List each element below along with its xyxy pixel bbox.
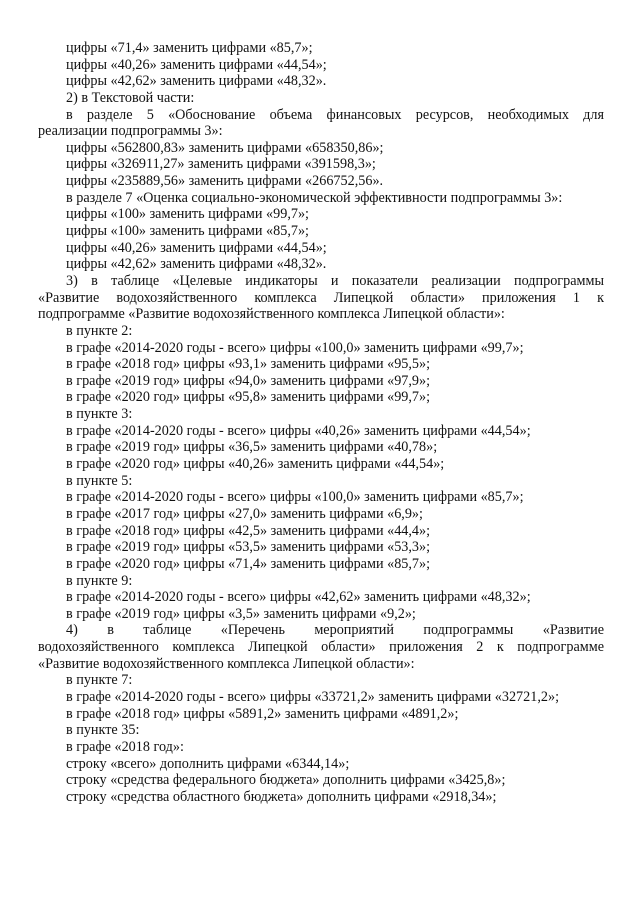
text-line: в разделе 5 «Обоснование объема финансовых ресурсов, необходимых для — [66, 106, 604, 123]
text-line: цифры «40,26» заменить цифрами «44,54»; — [66, 239, 327, 256]
text-line: в графе «2019 год» цифры «3,5» заменить цифрами «9,2»; — [66, 605, 416, 622]
text-line: реализации подпрограммы 3»: — [38, 123, 223, 140]
text-line: в графе «2014-2020 годы - всего» цифры «40,26» заменить цифрами «44,54»; — [66, 422, 531, 439]
text-line: «Развитие водохозяйственного комплекса Липецкой области»: — [38, 655, 415, 672]
text-line: в графе «2018 год» цифры «42,5» заменить цифрами «44,4»; — [66, 522, 431, 539]
text-line: цифры «100» заменить цифрами «85,7»; — [66, 223, 309, 240]
text-line: «Развитие водохозяйственного комплекса Липецкой области» приложения 1 к — [38, 289, 604, 306]
text-line: цифры «40,26» заменить цифрами «44,54»; — [66, 56, 327, 73]
text-line: в графе «2019 год» цифры «94,0» заменить цифрами «97,9»; — [66, 372, 431, 389]
text-line: в графе «2020 год» цифры «40,26» заменить цифрами «44,54»; — [66, 456, 445, 473]
text-line: в графе «2018 год» цифры «5891,2» заменить цифрами «4891,2»; — [66, 705, 459, 722]
text-line: в графе «2014-2020 годы - всего» цифры «42,62» заменить цифрами «48,32»; — [66, 589, 531, 606]
text-line: в графе «2014-2020 годы - всего» цифры «100,0» заменить цифрами «99,7»; — [66, 339, 524, 356]
text-line: в пункте 3: — [66, 406, 133, 423]
text-line: цифры «235889,56» заменить цифрами «266752,56». — [66, 173, 384, 190]
text-line: 4) в таблице «Перечень мероприятий подпрограммы «Развитие — [66, 622, 604, 639]
text-line: в графе «2014-2020 годы - всего» цифры «33721,2» заменить цифрами «32721,2»; — [66, 688, 560, 705]
text-line: в пункте 2: — [66, 322, 133, 339]
text-line: подпрограмме «Развитие водохозяйственного комплекса Липецкой области»: — [38, 306, 505, 323]
text-line: в графе «2020 год» цифры «95,8» заменить цифрами «99,7»; — [66, 389, 431, 406]
text-line: водохозяйственного комплекса Липецкой области» приложения 2 к подпрограмме — [38, 639, 604, 656]
text-line: в графе «2017 год» цифры «27,0» заменить цифрами «6,9»; — [66, 505, 423, 522]
text-line: в разделе 7 «Оценка социально-экономической эффективности подпрограммы 3»: — [66, 189, 563, 206]
text-line: в графе «2018 год»: — [66, 738, 184, 755]
text-line: цифры «100» заменить цифрами «99,7»; — [66, 206, 309, 223]
text-line: в графе «2014-2020 годы - всего» цифры «100,0» заменить цифрами «85,7»; — [66, 489, 524, 506]
text-line: строку «средства федерального бюджета» дополнить цифрами «3425,8»; — [66, 772, 506, 789]
text-line: строку «средства областного бюджета» дополнить цифрами «2918,34»; — [66, 788, 497, 805]
text-line: в графе «2019 год» цифры «36,5» заменить цифрами «40,78»; — [66, 439, 438, 456]
text-line: 3) в таблице «Целевые индикаторы и показатели реализации подпрограммы — [66, 272, 604, 289]
text-line: строку «всего» дополнить цифрами «6344,14»; — [66, 755, 350, 772]
text-line: цифры «42,62» заменить цифрами «48,32». — [66, 73, 327, 90]
text-line: цифры «42,62» заменить цифрами «48,32». — [66, 256, 327, 273]
document-body — [38, 40, 604, 805]
text-line: в пункте 35: — [66, 722, 140, 739]
text-line: в пункте 9: — [66, 572, 133, 589]
text-line: в графе «2019 год» цифры «53,5» заменить цифрами «53,3»; — [66, 539, 431, 556]
text-line: в графе «2018 год» цифры «93,1» заменить цифрами «95,5»; — [66, 356, 431, 373]
section-heading: 2) в Текстовой части: — [66, 89, 195, 106]
text-line: цифры «71,4» заменить цифрами «85,7»; — [66, 40, 313, 56]
text-line: в пункте 5: — [66, 472, 133, 489]
text-line: цифры «326911,27» заменить цифрами «391598,3»; — [66, 156, 376, 173]
text-line: в графе «2020 год» цифры «71,4» заменить цифрами «85,7»; — [66, 555, 431, 572]
text-line: цифры «562800,83» заменить цифрами «658350,86»; — [66, 139, 384, 156]
text-line: в пункте 7: — [66, 672, 133, 689]
